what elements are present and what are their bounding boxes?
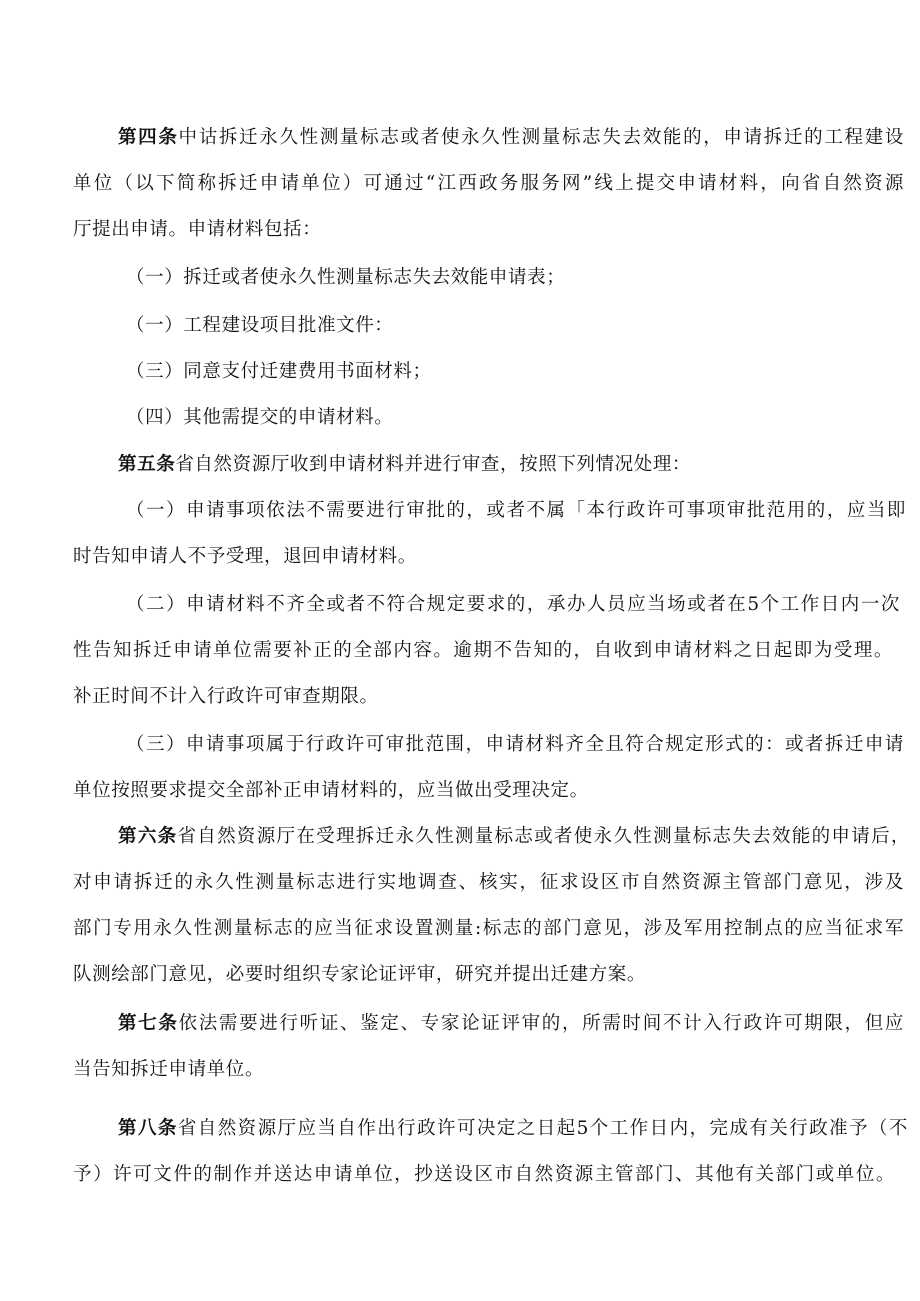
article-4-text-1: 中诂拆迁永久性测量标志或者使永久性测量标志失去效能的，申请拆迁的工程建设 <box>178 127 904 148</box>
article-5-item-2-line-1: （二）申请材料不齐全或者不符合规定要求的，承办人员应当场或者在5个工作日内一次 <box>126 594 900 615</box>
article-6-line-2: 对申请拆迁的永久性测量标志进行实地调查、核实，征求设区市自然资源主管部门意见，涉及 <box>73 872 904 893</box>
article-5-item-2-line-3: 补正时间不计入行政许可审查期限。 <box>73 686 379 707</box>
article-8-line-2: 予）许可文件的制作并送达申请单位，抄送设区市自然资源主管部门、其他有关部门或单位。 <box>73 1164 895 1185</box>
article-5-item-1-line-1: （一）申请事项依法不需要进行审批的，或者不属「本行政许可事项审批范用的，应当即 <box>126 500 906 521</box>
article-6-heading: 第六条 <box>118 826 178 847</box>
article-4-heading: 第四条 <box>118 127 179 148</box>
article-5-item-1-line-2: 时告知申请人不予受理，退回申请材料。 <box>73 546 417 567</box>
article-7-line-1 <box>118 1010 904 1038</box>
article-5-line-1 <box>118 451 691 479</box>
article-6-line-4: 队测绘部门意见，必要时组织专家论证评审，研究并提出迁建方案。 <box>73 964 647 985</box>
article-6-line-1 <box>118 823 910 851</box>
article-4-line-3: 厅提出申请。申请材料包括： <box>73 219 322 240</box>
article-7-text-1: 依法需要进行听证、鉴定、专家论证评审的，所需时间不计入行政许可期限，但应 <box>178 1013 904 1034</box>
article-8-heading: 第八条 <box>118 1118 178 1139</box>
article-5-item-3-line-1: （三）申请事项属于行政许可审批范围，申请材料齐全且符合规定形式的：或者拆迁申请 <box>126 734 904 755</box>
article-4-item-1: （一）拆迁或者使永久性测量标志失去效能申请表； <box>126 267 566 288</box>
article-4-item-2: （一）工程建设项目批准文件： <box>126 315 394 336</box>
article-6-text-1: 省自然资源厅在受理拆迁永久性测量标志或者使永久性测量标志失去效能的申请后， <box>177 826 910 847</box>
article-8-text-1: 省自然资源厅应当自作出行政许可决定之日起5个工作日内，完成有关行政准予（不 <box>177 1118 908 1139</box>
article-4-item-3: （三）同意支付迁建费用书面材料； <box>126 361 432 382</box>
article-4-item-4: （四）其他需提交的申请材料。 <box>126 407 394 428</box>
article-5-item-3-line-2: 单位按照要求提交全部补正申请材料的，应当做出受理决定。 <box>73 780 589 801</box>
article-5-item-2-line-2: 性告知拆迁申请单位需要补正的全部内容。逾期不告知的，自收到申请材料之日起即为受理。 <box>73 640 893 661</box>
article-8-line-1 <box>118 1115 908 1143</box>
article-5-heading: 第五条 <box>118 454 176 475</box>
article-6-line-3: 部门专用永久性测量标志的应当征求设置测量:标志的部门意见，涉及军用控制点的应当征求军 <box>73 918 904 939</box>
article-7-line-2: 当告知拆迁申请单位。 <box>73 1059 265 1080</box>
article-4-line-1 <box>118 124 904 152</box>
article-5-text-1: 省自然资源厅收到申请材料并进行审查，按照下列情况处理： <box>175 454 692 475</box>
article-7-heading: 第七条 <box>118 1013 179 1034</box>
article-4-line-2: 单位（以下简称拆迁申请单位）可通过“江西政务服务网”线上提交申请材料，向省自然资源 <box>73 173 904 194</box>
